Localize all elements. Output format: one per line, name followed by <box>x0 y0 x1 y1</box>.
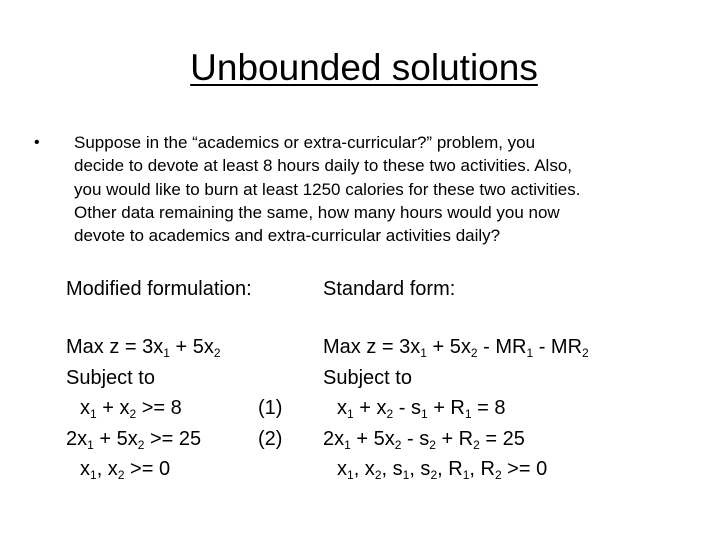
modified-formulation-heading: Modified formulation: <box>66 278 252 300</box>
slide-title: Unbounded solutions <box>190 47 538 88</box>
bullet-mark: • <box>34 134 40 151</box>
standard-constraint-2: $2x_1 + 5x_2 - s_2 + R_2 = 25$ <box>323 427 525 452</box>
standard-nonnegativity: $x_1$, $x_2$, $s_1$, $s_2$, $R_1$, $R_2 >= 0$ <box>337 458 548 482</box>
modified-nonnegativity: $x_1$, $x_2 >= 0$ <box>80 458 171 482</box>
standard-form-heading: Standard form: <box>323 278 456 300</box>
standard-subject-to: Subject to <box>323 366 412 389</box>
modified-formulation-column <box>66 275 316 486</box>
bullet-line: Suppose in the “academics or extra-curricular?” problem, you <box>74 133 536 152</box>
constraint-2-number: (2) <box>258 427 283 450</box>
bullet-text <box>74 131 694 247</box>
modified-constraint-2: $2x_1 + 5x_2 >= 25$ <box>66 427 202 452</box>
modified-constraint-1: $x_1 + x_2 >= 8$ <box>80 397 182 421</box>
modified-constraint-2-row <box>66 425 316 456</box>
standard-form-column <box>323 275 713 486</box>
modified-objective: Max $z = 3x_1 + 5x_2$ <box>66 336 221 360</box>
bullet-line: decide to devote at least 8 hours daily to these two activities. Also, <box>74 156 573 176</box>
bullet-line: Other data remaining the same, how many hours would you now <box>74 202 560 222</box>
modified-subject-to: Subject to <box>66 366 155 389</box>
constraint-1-number: (1) <box>258 397 283 419</box>
modified-constraint-1-row <box>66 394 316 425</box>
standard-objective: Max $z = 3x_1 + 5x_2 - MR_1 - MR_2$ <box>323 336 589 360</box>
standard-constraint-1: $x_1 + x_2 - s_1 + R_1 = 8$ <box>337 397 506 421</box>
bullet-line: you would like to burn at least 1250 calories for these two activities. <box>74 179 581 199</box>
bullet-line: devote to academics and extra-curricular activities daily? <box>74 226 501 246</box>
